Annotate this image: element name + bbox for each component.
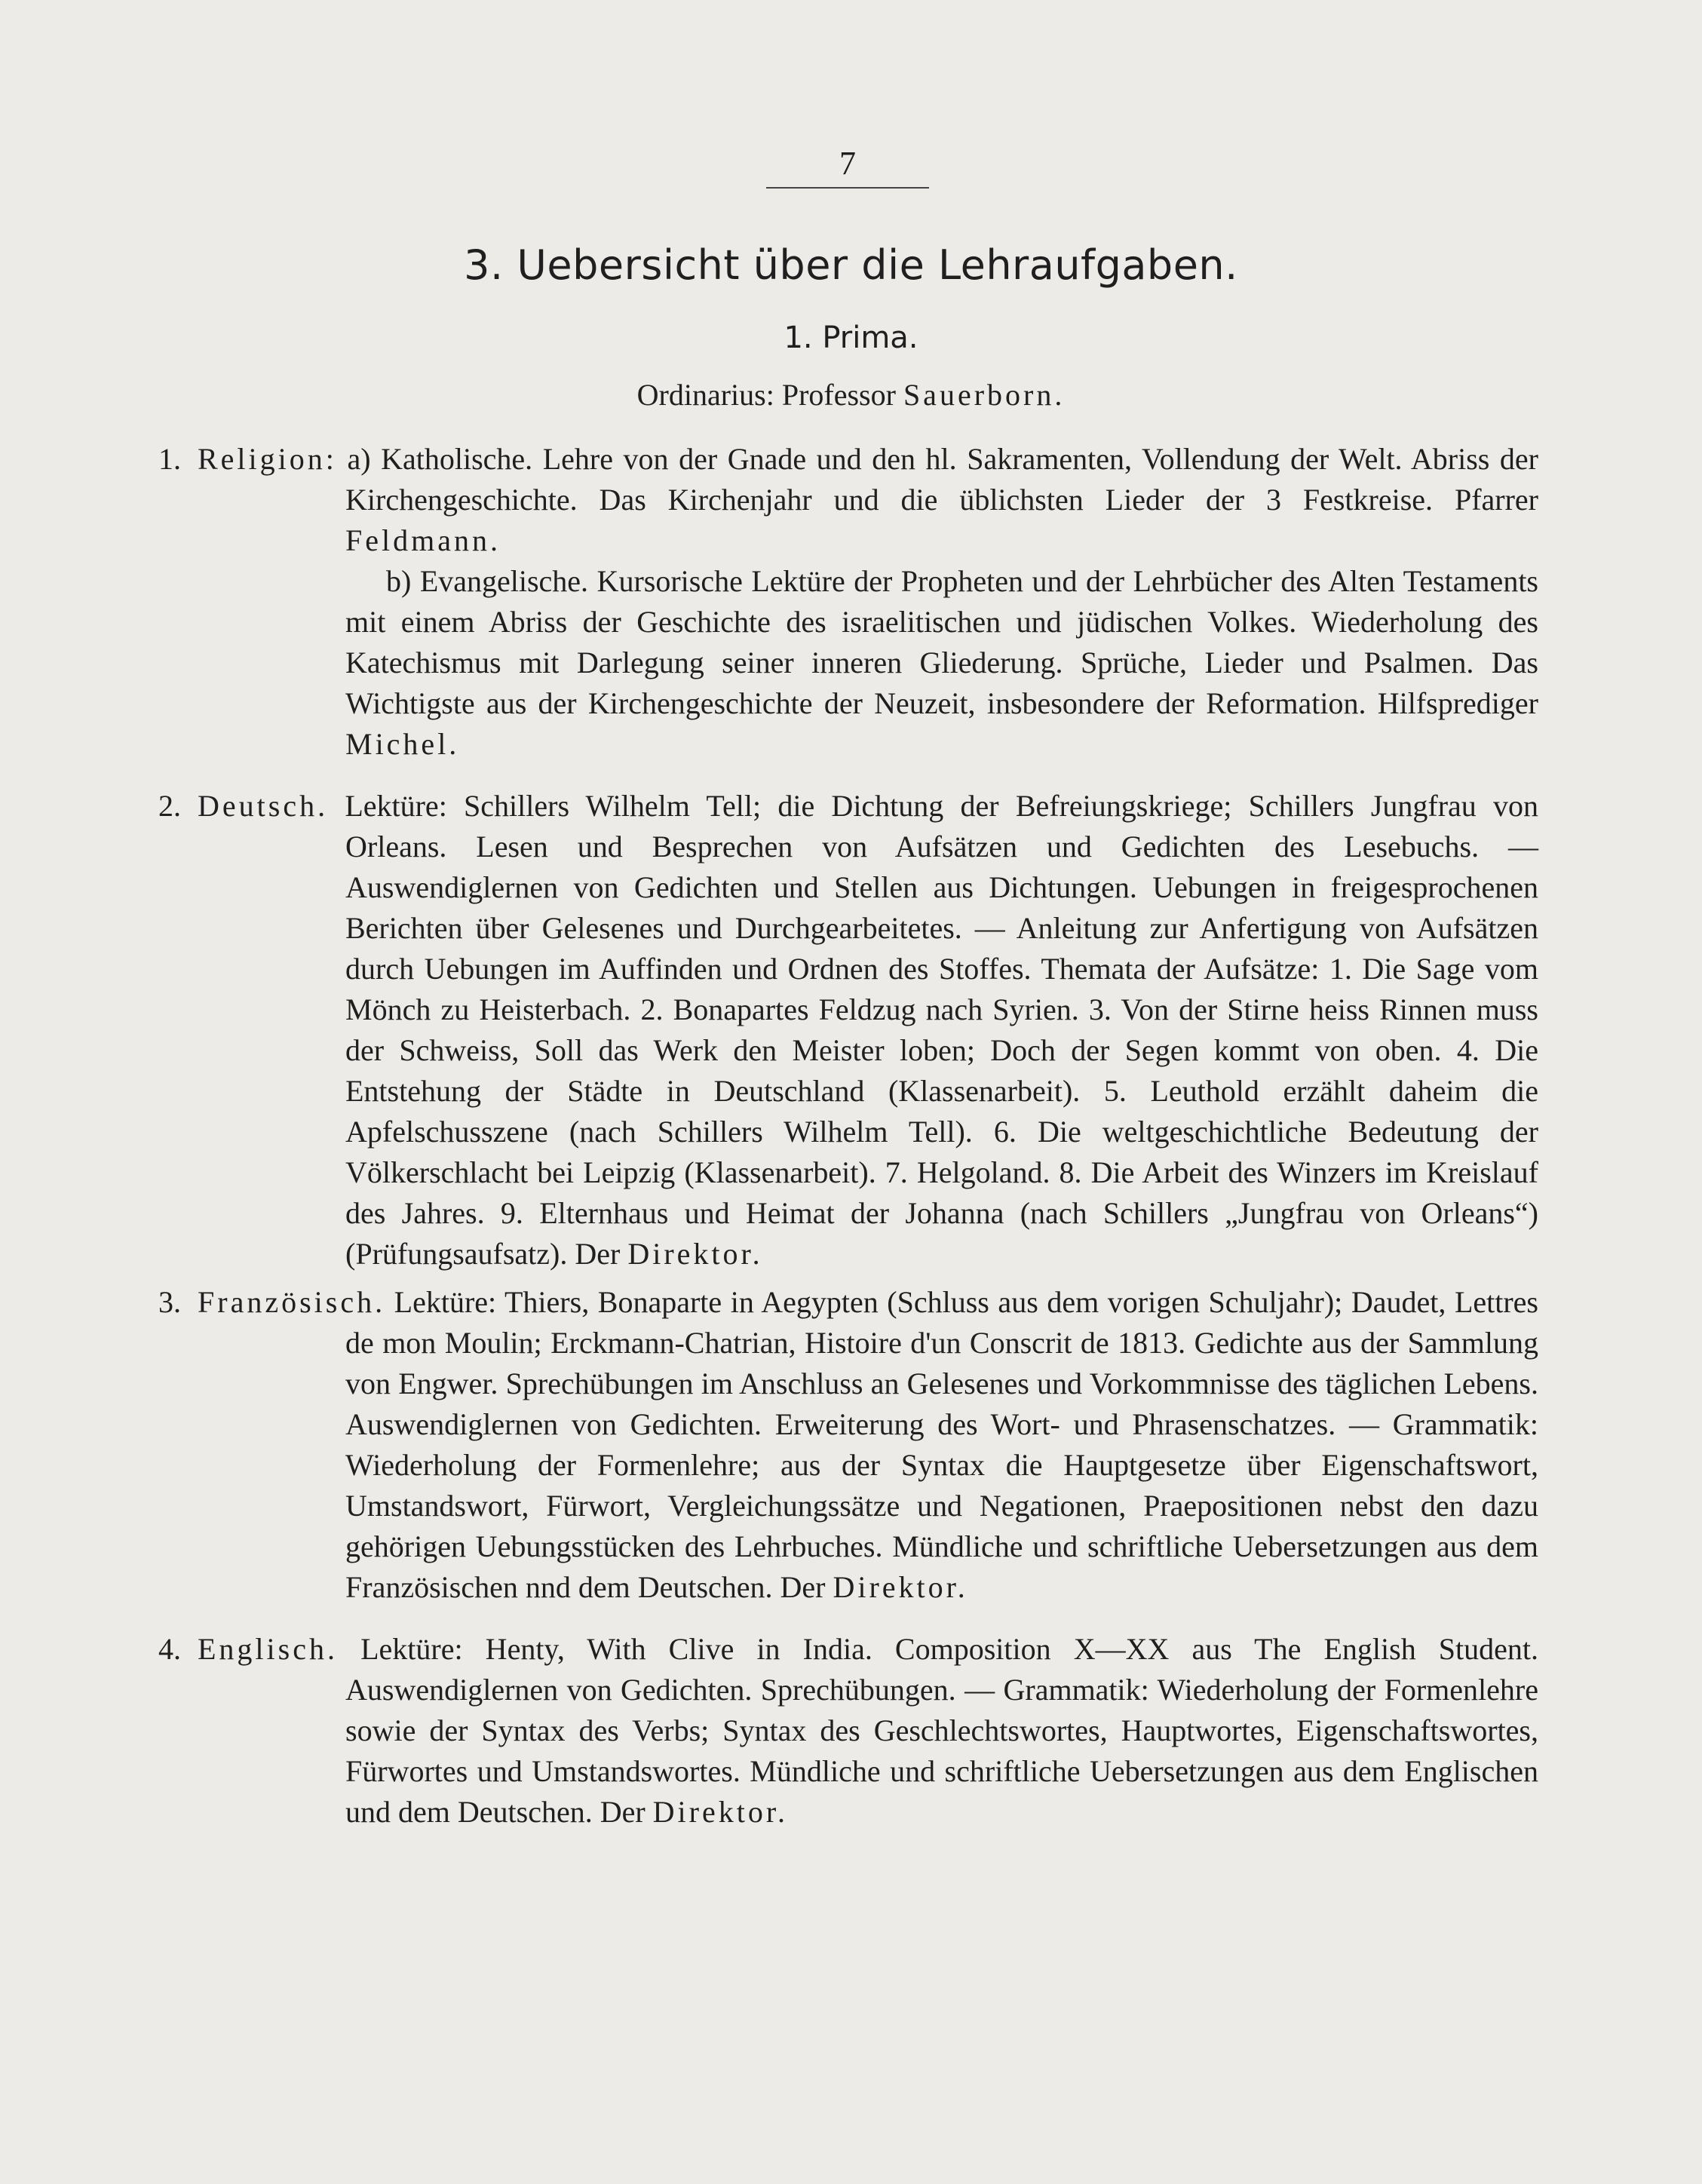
deutsch-teacher: Direktor. [627, 1237, 763, 1271]
subject-deutsch [158, 786, 1538, 1275]
franzoesisch-text [198, 1282, 1538, 1608]
subject-body [198, 439, 1538, 765]
englisch-text [198, 1629, 1538, 1833]
englisch-teacher: Direktor. [652, 1795, 788, 1829]
ordinarius-label: Ordinarius: [636, 378, 774, 412]
subject-name: Englisch. [198, 1632, 338, 1666]
subject-number: 4. [158, 1632, 181, 1666]
page-title: 3. Uebersicht über die Lehraufgaben. [464, 241, 1238, 289]
subject-religion [158, 439, 1538, 765]
subject-list [158, 439, 1538, 1854]
religion-part-b-text: b) Evangelische. Kursorische Lektüre der Propheten und der Lehrbücher des Alten Testaments mit einem Abriss der Geschichte des israelitischen und jüdischen Volkes. Wiederholung des Katechismus mit Darlegung seiner inneren Gliederung. Sprüche, Lieder und Psalmen. Das Wichtigste aus der Kirchengeschichte der Neuzeit, insbesondere der Reformation. Hilfsprediger [345, 564, 1538, 720]
religion-part-b-teacher: Michel. [345, 727, 460, 761]
ordinarius-line [0, 377, 1702, 413]
religion-part-a-teacher: Feldmann. [345, 523, 501, 557]
subject-body [198, 786, 1538, 1275]
englisch-body: Lektüre: Henty, With Clive in India. Composition X—XX aus The English Student. Auswendiglernen von Gedichten. Sprechübungen. — Grammatik: Wiederholung der Formenlehre sowie der Syntax des Verbs; Syntax des Geschlechtswortes, Hauptwortes, Eigenschaftswortes, Fürwortes und Umstandswortes. Mündliche und schriftliche Uebersetzungen aus dem Englischen und dem Deutschen. Der [345, 1632, 1539, 1829]
deutsch-body: Lektüre: Schillers Wilhelm Tell; die Dichtung der Befreiungskriege; Schillers Jungfrau von Orleans. Lesen und Besprechen von Aufsätzen und Gedichten des Lesebuchs. — Auswendiglernen von Gedichten und Stellen aus Dichtungen. Uebungen in freigesprochenen Berichten über Gelesenes und Durchgearbeitetes. — Anleitung zur Anfertigung von Aufsätzen durch Uebungen im Auffinden und Ordnen des Stoffes. Themata der Aufsätze: 1. Die Sage vom Mönch zu Heisterbach. 2. Bonapartes Feldzug nach Syrien. 3. Von der Stirne heiss Rinnen muss der Schweiss, Soll das Werk den Meister loben; Doch der Segen kommt von oben. 4. Die Entstehung der Städte in Deutschland (Klassenarbeit). 5. Leuthold erzählt daheim die Apfelschusszene (nach Schillers Wilhelm Tell). 6. Die weltgeschichtliche Bedeutung der Völkerschlacht bei Leipzig (Klassenarbeit). 7. Helgoland. 8. Die Arbeit des Winzers im Kreislauf des Jahres. 9. Elternhaus und Heimat der Johanna (nach Schillers „Jungfrau von Orleans“) (Prüfungsaufsatz). Der [345, 789, 1539, 1271]
subject-number: 3. [158, 1285, 181, 1319]
subject-name: Religion: [198, 442, 337, 476]
ordinarius-teacher-prefix: Professor [781, 378, 896, 412]
subject-name: Französisch. [198, 1285, 386, 1319]
ordinarius-teacher-name: Sauerborn. [903, 378, 1066, 412]
religion-part-a [198, 439, 1538, 561]
franzoesisch-teacher: Direktor. [833, 1570, 968, 1604]
page-number: 7 [766, 143, 929, 189]
subject-number: 2. [158, 789, 181, 823]
deutsch-text [198, 786, 1538, 1275]
subject-franzoesisch [158, 1282, 1538, 1608]
franzoesisch-body: Lektüre: Thiers, Bonaparte in Aegypten (Schluss aus dem vorigen Schuljahr); Daudet, Lettres de mon Moulin; Erckmann-Chatrian, Histoire d'un Conscrit de 1813. Gedichte aus der Sammlung von Engwer. Sprechübungen im Anschluss an Gelesenes und Vorkommnisse des täglichen Lebens. Auswendiglernen von Gedichten. Erweiterung des Wort- und Phrasenschatzes. — Grammatik: Wiederholung der Formenlehre; aus der Syntax die Hauptgesetze über Eigenschaftswort, Umstandswort, Fürwort, Vergleichungssätze und Negationen, Praepositionen nebst den dazu gehörigen Uebungsstücken des Lehrbuches. Mündliche und schriftliche Uebersetzungen aus dem Französischen nnd dem Deutschen. Der [345, 1285, 1538, 1604]
subject-body [198, 1629, 1538, 1833]
subject-number: 1. [158, 442, 181, 476]
subject-body [198, 1282, 1538, 1608]
subject-englisch [158, 1629, 1538, 1833]
subject-name: Deutsch. [198, 789, 329, 823]
religion-part-a-text: a) Katholische. Lehre von der Gnade und den hl. Sakramenten, Vollendung der Welt. Abriss der Kirchengeschichte. Das Kirchenjahr und die üblichsten Lieder der 3 Festkreise. Pfarrer [345, 442, 1538, 517]
religion-part-b [198, 561, 1538, 765]
class-heading: 1. Prima. [784, 321, 918, 355]
